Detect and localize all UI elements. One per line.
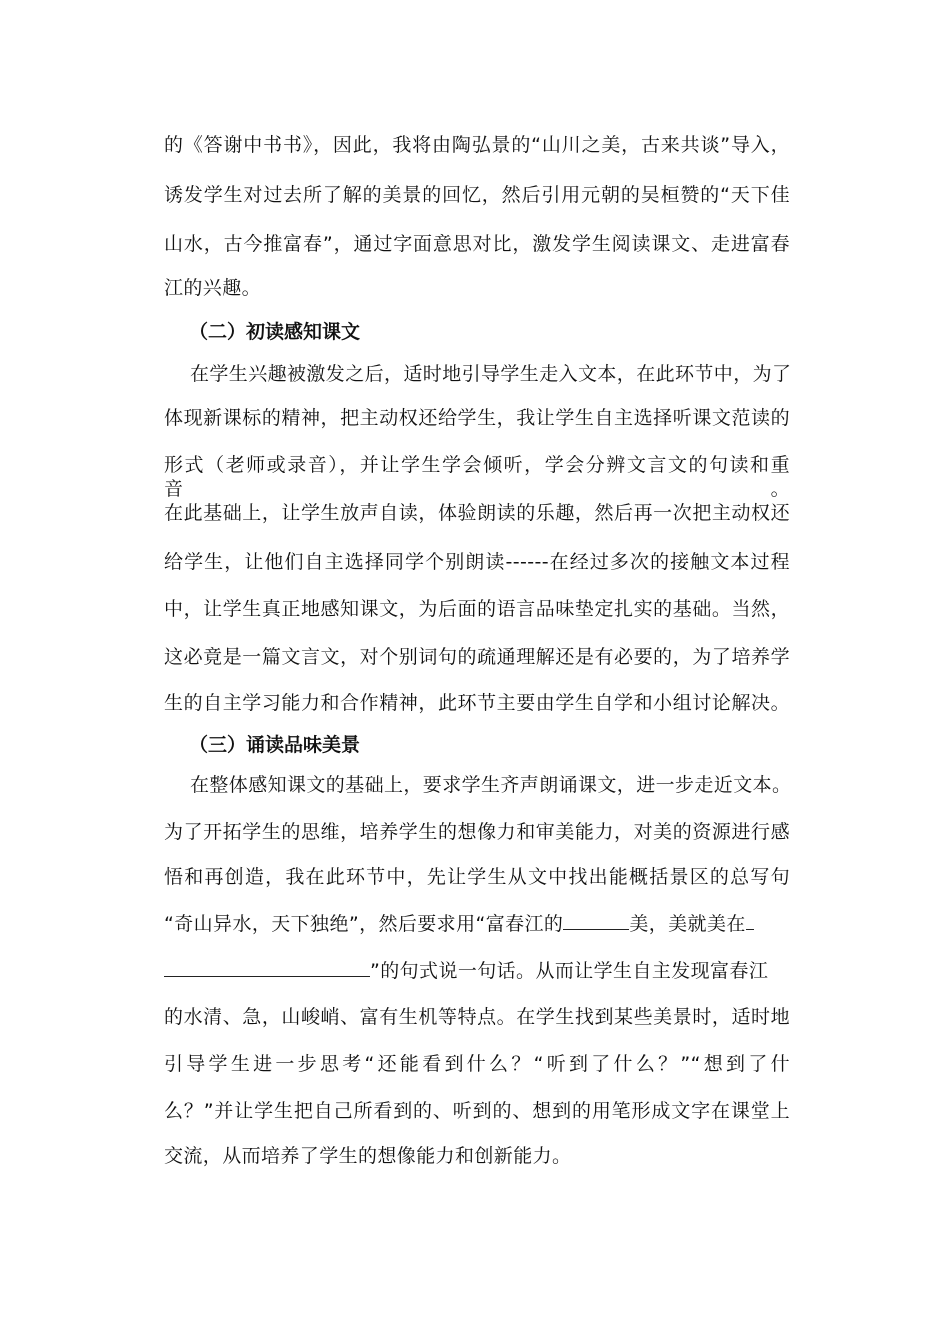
section2-line-7: 这必竟是一篇文言文，对个别词句的疏通理解还是有必要的，为了培养学 bbox=[164, 646, 790, 668]
section3-line-9: 交流，从而培养了学生的想像能力和创新能力。 bbox=[164, 1145, 572, 1167]
fill-in-blank-2 bbox=[164, 958, 370, 977]
section2-line-4: 在此基础上，让学生放声自读，体验朗读的乐趣，然后再一次把主动权还 bbox=[164, 502, 790, 524]
section2-line-2: 体现新课标的精神，把主动权还给学生，我让学生自主选择听课文范读的 bbox=[164, 407, 790, 429]
section2-line-1: 在学生兴趣被激发之后，适时地引导学生走入文本，在此环节中，为了 bbox=[190, 363, 792, 385]
section3-line-3: 悟和再创造，我在此环节中，先让学生从文中找出能概括景区的总写句 bbox=[164, 866, 790, 888]
section2-line-5: 给学生，让他们自主选择同学个别朗读------在经过多次的接触文本过程 bbox=[164, 551, 790, 573]
fill-sentence-part-3: ”的句式说一句话。从而让学生自主发现富春江 bbox=[370, 960, 769, 982]
intro-line-1: 的《答谢中书书》，因此，我将由陶弘景的“山川之美，古来共谈”导入， bbox=[164, 134, 790, 156]
intro-line-2: 诱发学生对过去所了解的美景的回忆，然后引用元朝的吴桓赞的“天下佳 bbox=[164, 184, 790, 206]
intro-line-3: 山水，古今推富春”，通过字面意思对比，激发学生阅读课文、走进富春 bbox=[164, 233, 790, 255]
fill-sentence-part-1: “奇山异水，天下独绝”，然后要求用“富春江的 bbox=[164, 913, 564, 935]
section3-line-2: 为了开拓学生的思维，培养学生的想像力和审美能力，对美的资源进行感 bbox=[164, 821, 790, 843]
section3-line-5 bbox=[164, 958, 790, 983]
section3-line-1: 在整体感知课文的基础上，要求学生齐声朗诵课文，进一步走近文本。 bbox=[190, 774, 792, 796]
section3-line-7: 引导学生进一步思考“还能看到什么？“听到了什么？”“想到了什 bbox=[164, 1053, 790, 1075]
fill-sentence-part-2: 美，美就美在 bbox=[629, 913, 746, 935]
fill-in-blank-2-start bbox=[746, 911, 754, 930]
section3-heading: （三）诵读品味美景 bbox=[189, 734, 361, 756]
section3-line-6: 的水清、急，山峻峭、富有生机等特点。在学生找到某些美景时，适时地 bbox=[164, 1006, 790, 1028]
section2-heading: （二）初读感知课文 bbox=[189, 321, 361, 343]
section2-line-3: 形式（老师或录音），并让学生学会倾听，学会分辨文言文的句读和重音。 bbox=[164, 454, 790, 500]
section2-line-8: 生的自主学习能力和合作精神，此环节主要由学生自学和小组讨论解决。 bbox=[164, 692, 790, 714]
section3-line-8: 么？”并让学生把自己所看到的、听到的、想到的用笔形成文字在课堂上 bbox=[164, 1100, 790, 1122]
section3-line-4 bbox=[164, 911, 790, 936]
intro-line-4: 江的兴趣。 bbox=[164, 277, 262, 299]
fill-in-blank-1 bbox=[563, 911, 629, 930]
section2-line-6: 中，让学生真正地感知课文，为后面的语言品味垫定扎实的基础。当然， bbox=[164, 598, 790, 620]
